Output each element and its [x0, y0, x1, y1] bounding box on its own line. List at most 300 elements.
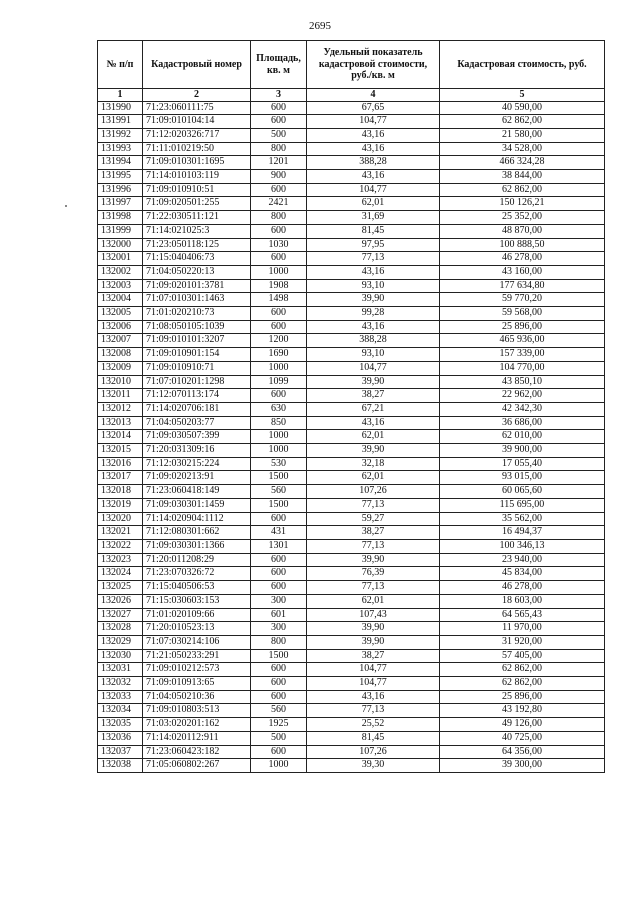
area-value: 600: [251, 677, 307, 691]
row-number: 131996: [98, 183, 143, 197]
rate-value: 77,13: [307, 540, 440, 554]
area-value: 800: [251, 635, 307, 649]
row-number: 132025: [98, 581, 143, 595]
rate-value: 43,16: [307, 170, 440, 184]
table-row: [98, 745, 605, 759]
cadastral-number: 71:09:010104:14: [143, 115, 251, 129]
area-value: 800: [251, 211, 307, 225]
rate-value: 388,28: [307, 334, 440, 348]
cadastral-number: 71:23:070326:72: [143, 567, 251, 581]
row-number: 131991: [98, 115, 143, 129]
table-row: [98, 402, 605, 416]
row-number: 132033: [98, 690, 143, 704]
cost-value: 39 300,00: [440, 759, 605, 773]
cost-value: 31 920,00: [440, 635, 605, 649]
cadastral-number: 71:09:010910:51: [143, 183, 251, 197]
table-row: [98, 142, 605, 156]
table-row: [98, 293, 605, 307]
area-value: 1099: [251, 375, 307, 389]
area-value: 600: [251, 115, 307, 129]
area-value: 1000: [251, 265, 307, 279]
table-row: [98, 498, 605, 512]
rate-value: 43,16: [307, 142, 440, 156]
area-value: 560: [251, 704, 307, 718]
cadastral-number: 71:09:010101:3207: [143, 334, 251, 348]
area-value: 850: [251, 416, 307, 430]
row-number: 131998: [98, 211, 143, 225]
area-value: 500: [251, 128, 307, 142]
column-index: 3: [251, 89, 307, 102]
area-value: 300: [251, 622, 307, 636]
cost-value: 35 562,00: [440, 512, 605, 526]
table-row: [98, 649, 605, 663]
area-value: 560: [251, 485, 307, 499]
table-row: [98, 553, 605, 567]
area-value: 600: [251, 581, 307, 595]
cost-value: 22 962,00: [440, 389, 605, 403]
table-row: [98, 635, 605, 649]
table-row: [98, 348, 605, 362]
cost-value: 104 770,00: [440, 361, 605, 375]
cadastral-number: 71:08:050105:1039: [143, 320, 251, 334]
table-row: [98, 444, 605, 458]
cadastral-number: 71:04:050210:36: [143, 690, 251, 704]
row-number: 132022: [98, 540, 143, 554]
rate-value: 107,26: [307, 745, 440, 759]
area-value: 1500: [251, 649, 307, 663]
cost-value: 62 862,00: [440, 183, 605, 197]
cost-value: 100 346,13: [440, 540, 605, 554]
row-number: 132012: [98, 402, 143, 416]
area-value: 1498: [251, 293, 307, 307]
rate-value: 99,28: [307, 307, 440, 321]
rate-value: 77,13: [307, 498, 440, 512]
row-number: 131997: [98, 197, 143, 211]
row-number: 132036: [98, 731, 143, 745]
cost-value: 177 634,80: [440, 279, 605, 293]
table-row: [98, 718, 605, 732]
cadastral-number: 71:20:010523:13: [143, 622, 251, 636]
table-row: [98, 389, 605, 403]
cost-value: 466 324,28: [440, 156, 605, 170]
cost-value: 43 850,10: [440, 375, 605, 389]
rate-value: 388,28: [307, 156, 440, 170]
rate-value: 67,21: [307, 402, 440, 416]
cadastral-number: 71:07:010301:1463: [143, 293, 251, 307]
area-value: 600: [251, 567, 307, 581]
rate-value: 38,27: [307, 649, 440, 663]
table-body: [98, 101, 605, 772]
row-number: 132030: [98, 649, 143, 663]
table-row: [98, 128, 605, 142]
cadastral-number: 71:12:020326:717: [143, 128, 251, 142]
rate-value: 39,90: [307, 635, 440, 649]
header-num: № п/п: [98, 41, 143, 89]
scan-speck: [65, 205, 67, 207]
rate-value: 77,13: [307, 581, 440, 595]
cost-value: 16 494,37: [440, 526, 605, 540]
rate-value: 104,77: [307, 115, 440, 129]
cost-value: 100 888,50: [440, 238, 605, 252]
cost-value: 25 896,00: [440, 320, 605, 334]
cadastral-number: 71:12:070113:174: [143, 389, 251, 403]
cost-value: 18 603,00: [440, 594, 605, 608]
cadastral-number: 71:12:030215:224: [143, 457, 251, 471]
rate-value: 39,30: [307, 759, 440, 773]
row-number: 132004: [98, 293, 143, 307]
area-value: 1500: [251, 498, 307, 512]
area-value: 1200: [251, 334, 307, 348]
row-number: 132000: [98, 238, 143, 252]
cadastral-table: [97, 40, 605, 773]
table-row: [98, 252, 605, 266]
cadastral-number: 71:07:030214:106: [143, 635, 251, 649]
area-value: 1000: [251, 444, 307, 458]
cadastral-number: 71:01:020109:66: [143, 608, 251, 622]
row-number: 132011: [98, 389, 143, 403]
rate-value: 32,18: [307, 457, 440, 471]
rate-value: 77,13: [307, 704, 440, 718]
area-value: 601: [251, 608, 307, 622]
cadastral-number: 71:09:010301:1695: [143, 156, 251, 170]
table-row: [98, 471, 605, 485]
cadastral-number: 71:15:040506:53: [143, 581, 251, 595]
cost-value: 23 940,00: [440, 553, 605, 567]
rate-value: 81,45: [307, 224, 440, 238]
table-row: [98, 279, 605, 293]
table-row: [98, 211, 605, 225]
table-row: [98, 115, 605, 129]
table-row: [98, 170, 605, 184]
area-value: 530: [251, 457, 307, 471]
row-number: 132018: [98, 485, 143, 499]
area-value: 431: [251, 526, 307, 540]
row-number: 132026: [98, 594, 143, 608]
table-row: [98, 183, 605, 197]
cost-value: 42 342,30: [440, 402, 605, 416]
row-number: 132034: [98, 704, 143, 718]
cost-value: 150 126,21: [440, 197, 605, 211]
cost-value: 25 352,00: [440, 211, 605, 225]
cadastral-number: 71:09:010901:154: [143, 348, 251, 362]
table-row: [98, 759, 605, 773]
rate-value: 43,16: [307, 320, 440, 334]
row-number: 132019: [98, 498, 143, 512]
cadastral-number: 71:09:010910:71: [143, 361, 251, 375]
rate-value: 39,90: [307, 622, 440, 636]
cadastral-number: 71:23:050118:125: [143, 238, 251, 252]
table-row: [98, 307, 605, 321]
area-value: 300: [251, 594, 307, 608]
rate-value: 38,27: [307, 526, 440, 540]
cadastral-number: 71:14:020904:1112: [143, 512, 251, 526]
rate-value: 77,13: [307, 252, 440, 266]
cost-value: 46 278,00: [440, 252, 605, 266]
cost-value: 34 528,00: [440, 142, 605, 156]
rate-value: 104,77: [307, 361, 440, 375]
cost-value: 40 590,00: [440, 101, 605, 115]
table-row: [98, 265, 605, 279]
row-number: 132008: [98, 348, 143, 362]
table-row: [98, 197, 605, 211]
area-value: 1000: [251, 430, 307, 444]
cadastral-number: 71:14:020112:911: [143, 731, 251, 745]
row-number: 132009: [98, 361, 143, 375]
cadastral-number: 71:14:021025:3: [143, 224, 251, 238]
row-number: 131992: [98, 128, 143, 142]
cadastral-number: 71:21:050233:291: [143, 649, 251, 663]
cost-value: 60 065,60: [440, 485, 605, 499]
cost-value: 57 405,00: [440, 649, 605, 663]
cadastral-number: 71:23:060423:182: [143, 745, 251, 759]
cadastral-number: 71:14:010103:119: [143, 170, 251, 184]
rate-value: 39,90: [307, 293, 440, 307]
rate-value: 39,90: [307, 444, 440, 458]
area-value: 1925: [251, 718, 307, 732]
row-number: 132003: [98, 279, 143, 293]
area-value: 500: [251, 731, 307, 745]
rate-value: 43,16: [307, 416, 440, 430]
cost-value: 93 015,00: [440, 471, 605, 485]
cost-value: 21 580,00: [440, 128, 605, 142]
row-number: 132020: [98, 512, 143, 526]
cadastral-number: 71:09:010803:513: [143, 704, 251, 718]
rate-value: 62,01: [307, 594, 440, 608]
rate-value: 31,69: [307, 211, 440, 225]
rate-value: 107,43: [307, 608, 440, 622]
rate-value: 62,01: [307, 197, 440, 211]
cost-value: 36 686,00: [440, 416, 605, 430]
row-number: 132032: [98, 677, 143, 691]
table-row: [98, 567, 605, 581]
area-value: 630: [251, 402, 307, 416]
area-value: 600: [251, 307, 307, 321]
area-value: 600: [251, 101, 307, 115]
cadastral-number: 71:12:080301:662: [143, 526, 251, 540]
table-row: [98, 457, 605, 471]
cost-value: 11 970,00: [440, 622, 605, 636]
table-row: [98, 156, 605, 170]
cadastral-number: 71:09:030301:1366: [143, 540, 251, 554]
rate-value: 107,26: [307, 485, 440, 499]
rate-value: 43,16: [307, 265, 440, 279]
rate-value: 81,45: [307, 731, 440, 745]
cost-value: 25 896,00: [440, 690, 605, 704]
row-number: 132029: [98, 635, 143, 649]
cadastral-number: 71:23:060111:75: [143, 101, 251, 115]
area-value: 600: [251, 512, 307, 526]
cost-value: 62 862,00: [440, 677, 605, 691]
cadastral-number: 71:09:020501:255: [143, 197, 251, 211]
row-number: 132027: [98, 608, 143, 622]
row-number: 131994: [98, 156, 143, 170]
table-row: [98, 485, 605, 499]
table-row: [98, 361, 605, 375]
area-value: 1908: [251, 279, 307, 293]
cadastral-number: 71:04:050203:77: [143, 416, 251, 430]
area-value: 900: [251, 170, 307, 184]
column-index: 5: [440, 89, 605, 102]
row-number: 132028: [98, 622, 143, 636]
cost-value: 64 356,00: [440, 745, 605, 759]
row-number: 132024: [98, 567, 143, 581]
rate-value: 93,10: [307, 279, 440, 293]
table-row: [98, 663, 605, 677]
table-row: [98, 101, 605, 115]
column-index: 2: [143, 89, 251, 102]
row-number: 132015: [98, 444, 143, 458]
cadastral-number: 71:04:050220:13: [143, 265, 251, 279]
area-value: 600: [251, 252, 307, 266]
row-number: 132017: [98, 471, 143, 485]
row-number: 132007: [98, 334, 143, 348]
cadastral-number: 71:15:030603:153: [143, 594, 251, 608]
table-row: [98, 238, 605, 252]
cost-value: 49 126,00: [440, 718, 605, 732]
column-index-row: [98, 89, 605, 102]
cost-value: 45 834,00: [440, 567, 605, 581]
cost-value: 59 568,00: [440, 307, 605, 321]
cost-value: 62 862,00: [440, 115, 605, 129]
rate-value: 25,52: [307, 718, 440, 732]
cadastral-number: 71:09:030507:399: [143, 430, 251, 444]
row-number: 132038: [98, 759, 143, 773]
header-rate: Удельный показатель кадастровой стоимости, руб./кв. м: [307, 41, 440, 89]
cadastral-number: 71:01:020210:73: [143, 307, 251, 321]
cost-value: 465 936,00: [440, 334, 605, 348]
row-number: 132001: [98, 252, 143, 266]
rate-value: 67,65: [307, 101, 440, 115]
row-number: 132031: [98, 663, 143, 677]
area-value: 600: [251, 745, 307, 759]
table-row: [98, 416, 605, 430]
cadastral-number: 71:05:060802:267: [143, 759, 251, 773]
cadastral-number: 71:09:020101:3781: [143, 279, 251, 293]
cost-value: 46 278,00: [440, 581, 605, 595]
rate-value: 104,77: [307, 663, 440, 677]
rate-value: 59,27: [307, 512, 440, 526]
table-row: [98, 334, 605, 348]
area-value: 1000: [251, 759, 307, 773]
cost-value: 48 870,00: [440, 224, 605, 238]
column-index: 1: [98, 89, 143, 102]
rate-value: 62,01: [307, 471, 440, 485]
table-row: [98, 526, 605, 540]
cadastral-number: 71:23:060418:149: [143, 485, 251, 499]
cost-value: 40 725,00: [440, 731, 605, 745]
table-row: [98, 677, 605, 691]
cost-value: 62 862,00: [440, 663, 605, 677]
area-value: 1500: [251, 471, 307, 485]
row-number: 132014: [98, 430, 143, 444]
cadastral-number: 71:14:020706:181: [143, 402, 251, 416]
area-value: 800: [251, 142, 307, 156]
row-number: 131993: [98, 142, 143, 156]
rate-value: 43,16: [307, 128, 440, 142]
table-row: [98, 731, 605, 745]
cost-value: 64 565,43: [440, 608, 605, 622]
table-row: [98, 430, 605, 444]
row-number: 132021: [98, 526, 143, 540]
area-value: 2421: [251, 197, 307, 211]
cost-value: 157 339,00: [440, 348, 605, 362]
rate-value: 43,16: [307, 690, 440, 704]
cost-value: 59 770,20: [440, 293, 605, 307]
row-number: 132002: [98, 265, 143, 279]
area-value: 600: [251, 183, 307, 197]
row-number: 131990: [98, 101, 143, 115]
area-value: 600: [251, 224, 307, 238]
cadastral-number: 71:15:040406:73: [143, 252, 251, 266]
row-number: 131999: [98, 224, 143, 238]
cadastral-number: 71:09:010212:573: [143, 663, 251, 677]
area-value: 1030: [251, 238, 307, 252]
cost-value: 43 160,00: [440, 265, 605, 279]
cadastral-number: 71:20:031309:16: [143, 444, 251, 458]
row-number: 132010: [98, 375, 143, 389]
cadastral-number: 71:11:010219:50: [143, 142, 251, 156]
area-value: 600: [251, 553, 307, 567]
cadastral-number: 71:03:020201:162: [143, 718, 251, 732]
row-number: 132006: [98, 320, 143, 334]
rate-value: 93,10: [307, 348, 440, 362]
header-cost: Кадастровая стоимость, руб.: [440, 41, 605, 89]
cost-value: 39 900,00: [440, 444, 605, 458]
area-value: 600: [251, 690, 307, 704]
table-row: [98, 512, 605, 526]
header-area: Площадь, кв. м: [251, 41, 307, 89]
cost-value: 62 010,00: [440, 430, 605, 444]
column-index: 4: [307, 89, 440, 102]
cost-value: 38 844,00: [440, 170, 605, 184]
area-value: 1000: [251, 361, 307, 375]
header-cadastral-number: Кадастровый номер: [143, 41, 251, 89]
area-value: 600: [251, 663, 307, 677]
table-row: [98, 375, 605, 389]
cost-value: 43 192,80: [440, 704, 605, 718]
row-number: 132016: [98, 457, 143, 471]
table-row: [98, 320, 605, 334]
rate-value: 38,27: [307, 389, 440, 403]
cadastral-number: 71:07:010201:1298: [143, 375, 251, 389]
table-row: [98, 690, 605, 704]
cadastral-number: 71:09:030301:1459: [143, 498, 251, 512]
rate-value: 39,90: [307, 553, 440, 567]
rate-value: 62,01: [307, 430, 440, 444]
rate-value: 39,90: [307, 375, 440, 389]
row-number: 132013: [98, 416, 143, 430]
cost-value: 17 055,40: [440, 457, 605, 471]
table-row: [98, 224, 605, 238]
rate-value: 76,39: [307, 567, 440, 581]
area-value: 1690: [251, 348, 307, 362]
rate-value: 104,77: [307, 677, 440, 691]
area-value: 1301: [251, 540, 307, 554]
table-row: [98, 594, 605, 608]
cadastral-number: 71:09:010913:65: [143, 677, 251, 691]
rate-value: 104,77: [307, 183, 440, 197]
row-number: 132035: [98, 718, 143, 732]
table-row: [98, 581, 605, 595]
area-value: 1201: [251, 156, 307, 170]
table-row: [98, 608, 605, 622]
rate-value: 97,95: [307, 238, 440, 252]
cost-value: 115 695,00: [440, 498, 605, 512]
cadastral-number: 71:20:011208:29: [143, 553, 251, 567]
area-value: 600: [251, 389, 307, 403]
area-value: 600: [251, 320, 307, 334]
page-number: 2695: [309, 20, 331, 32]
